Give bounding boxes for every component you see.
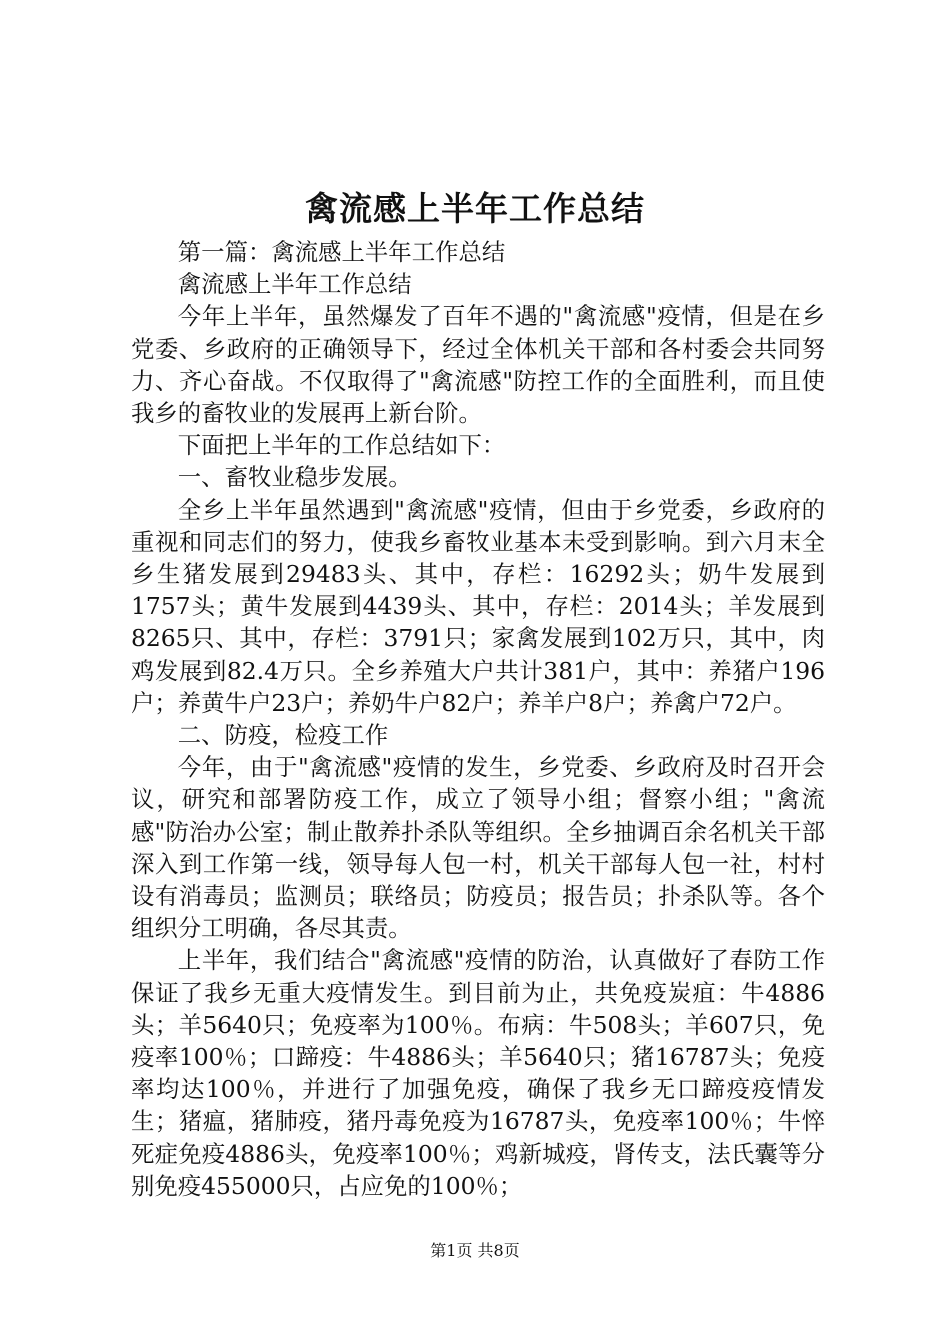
document-body: [131, 236, 825, 1202]
section-heading-epidemic-prevention: 二、防疫，检疫工作: [177, 721, 389, 750]
paragraph-intro: 今年上半年，虽然爆发了百年不遇的"禽流感"疫情，但是在乡党委、乡政府的正确领导下，经过全体机关干部和各村委会共同努力、齐心奋战。不仅取得了"禽流感"防控工作的全面胜利，而且使我乡的畜牧业的发展再上新台阶。: [131, 302, 825, 428]
page-footer: 第1页 共8页: [430, 1241, 520, 1260]
paragraph-immunization: 上半年，我们结合"禽流感"疫情的防治，认真做好了春防工作保证了我乡无重大疫情发生。到目前为止，共免疫炭疽：牛4886头；羊5640只；免疫率为100％。布病：牛508头；羊607只，免疫率100％；口蹄疫：牛4886头；羊5640只；猪16787头；免疫率均达100％，并进行了加强免疫，确保了我乡无口蹄疫疫情发生；猪瘟，猪肺疫，猪丹毒免疫为16787头，免疫率100％；牛悴死症免疫4886头，免疫率100％；鸡新城疫，肾传支，法氏囊等分别免疫455000只，占应免的100％；: [131, 946, 825, 1200]
paragraph-subtitle: 禽流感上半年工作总结: [177, 270, 412, 299]
paragraph-part-heading: 第一篇：禽流感上半年工作总结: [177, 238, 506, 266]
paragraph-organization: 今年，由于"禽流感"疫情的发生，乡党委、乡政府及时召开会议，研究和部署防疫工作，成立了领导小组；督察小组；"禽流感"防治办公室；制止散养扑杀队等组织。全乡抽调百余名机关干部深入到工作第一线，领导每人包一村，机关干部每人包一社，村村设有消毒员；监测员；联络员；防疫员；报告员；扑杀队等。各个组织分工明确，各尽其责。: [131, 753, 825, 943]
paragraph-summary-lead: 下面把上半年的工作总结如下：: [177, 431, 506, 460]
section-heading-livestock: 一、畜牧业稳步发展。: [177, 463, 412, 492]
paragraph-livestock: 全乡上半年虽然遇到"禽流感"疫情，但由于乡党委，乡政府的重视和同志们的努力，使我乡畜牧业基本未受到影响。到六月末全乡生猪发展到29483头、其中，存栏：16292头；奶牛发展到1757头；黄牛发展到4439头、其中，存栏：2014头；羊发展到8265只、其中，存栏：3791只；家禽发展到102万只，其中，肉鸡发展到82.4万只。全乡养殖大户共计381户，其中：养猪户196户；养黄牛户23户；养奶牛户82户；养羊户8户；养禽户72户。: [131, 495, 825, 717]
document-title: 禽流感上半年工作总结: [305, 189, 645, 228]
